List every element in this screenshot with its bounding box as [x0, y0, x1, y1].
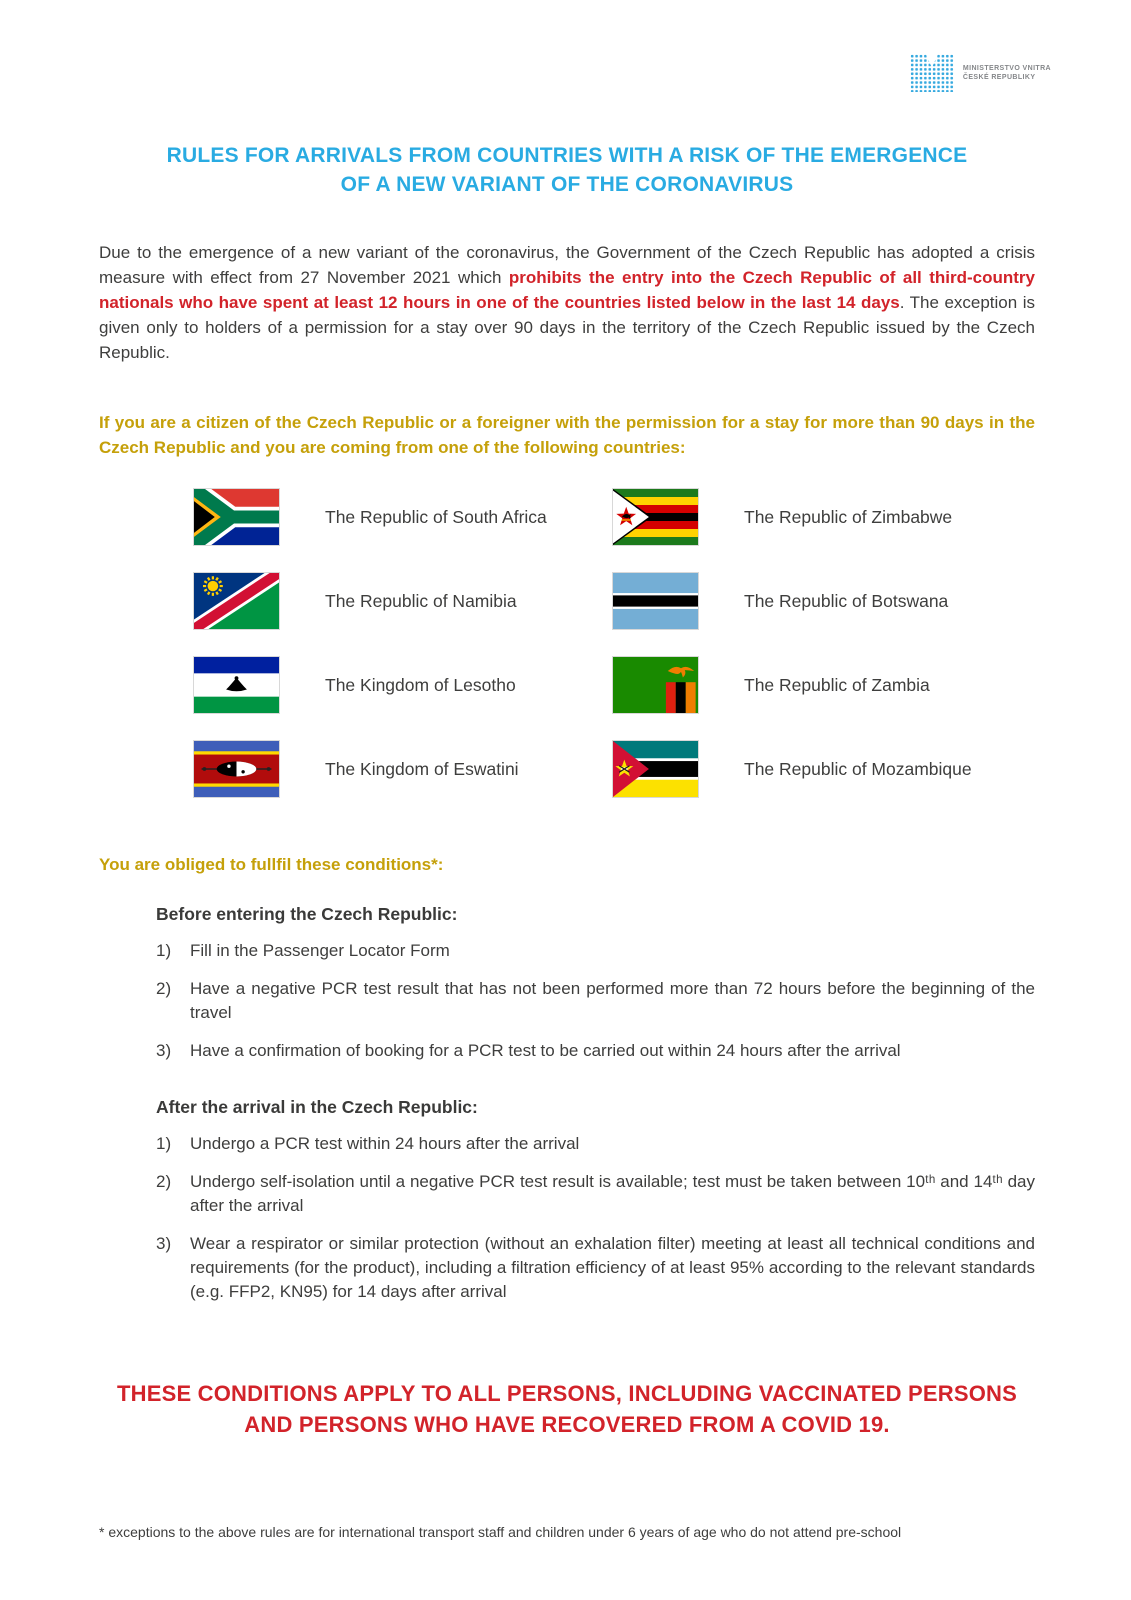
country-name: The Republic of Mozambique	[744, 758, 972, 779]
condition-item	[156, 1039, 1035, 1063]
condition-item-text: Have a negative PCR test result that has not been performed more than 72 hours before the beginning of the travel	[190, 979, 1035, 1022]
ministry-logo-line1: MINISTERSTVO VNITRA	[962, 65, 1051, 72]
intro-text-highlight: prohibits the entry into the Czech Republic of all third-country nationals who have spent at least 12 hours in one of the countries listed below in the last 14 days	[99, 268, 1035, 312]
eswatini-flag	[193, 740, 280, 798]
country-name: The Republic of Zimbabwe	[744, 506, 953, 527]
mozambique-flag	[612, 740, 699, 798]
conditions-heading: You are obliged to fullfil these conditions*:	[99, 855, 444, 874]
condition-item	[156, 1132, 1035, 1156]
zambia-flag	[612, 656, 699, 714]
page-title	[99, 0, 1035, 199]
botswana-flag	[612, 572, 699, 630]
after-list	[156, 1132, 1035, 1304]
condition-item-number: 3)	[156, 1041, 172, 1060]
condition-item-number: 2)	[156, 1172, 172, 1191]
country-name: The Republic of Namibia	[325, 590, 517, 611]
condition-item-text: Have a confirmation of booking for a PCR test to be carried out within 24 hours after the arrival	[190, 1041, 901, 1060]
condition-item-number: 3)	[156, 1234, 172, 1253]
country-name: The Republic of South Africa	[325, 506, 547, 527]
country-row	[612, 656, 1031, 714]
countries-grid	[193, 488, 1035, 798]
condition-item	[156, 1170, 1035, 1218]
page-title-line2: OF A NEW VARIANT OF THE CORONAVIRUS	[340, 173, 794, 196]
before-heading: Before entering the Czech Republic:	[156, 904, 458, 924]
before-section	[156, 904, 1035, 1304]
country-row	[612, 488, 1031, 546]
condition-item-number: 1)	[156, 941, 172, 960]
condition-item-text: Fill in the Passenger Locator Form	[190, 941, 450, 960]
page-title-line1: RULES FOR ARRIVALS FROM COUNTRIES WITH A RISK OF THE EMERGENCE	[166, 144, 968, 167]
condition-item-number: 2)	[156, 979, 172, 998]
country-row	[193, 488, 612, 546]
condition-item	[156, 977, 1035, 1025]
country-name: The Kingdom of Eswatini	[325, 758, 519, 779]
closing-statement	[99, 1378, 1035, 1440]
country-row	[612, 740, 1031, 798]
lesotho-flag	[193, 656, 280, 714]
condition-item-text: Wear a respirator or similar protection (without an exhalation filter) meeting at least all technical conditions and requirements (for the product), including a filtration efficiency of at least 95% according to the relevant standards (e.g. FFP2, KN95) for 14 days after arrival	[190, 1234, 1035, 1301]
intro-paragraph	[99, 240, 1035, 365]
country-name: The Kingdom of Lesotho	[325, 674, 516, 695]
country-row	[612, 572, 1031, 630]
country-row	[193, 572, 612, 630]
country-row	[193, 740, 612, 798]
ministry-logo-icon	[910, 54, 954, 92]
citizens-note: If you are a citizen of the Czech Republic or a foreigner with the permission for a stay for more than 90 days in the Czech Republic and you are coming from one of the following countries:	[99, 413, 1035, 457]
ministry-logo-text	[963, 64, 1051, 82]
condition-item-text: Undergo self-isolation until a negative PCR test result is available; test must be taken between 10ᵗʰ and 14ᵗʰ day after the arrival	[190, 1172, 1035, 1215]
condition-item	[156, 1232, 1035, 1304]
country-name: The Republic of Botswana	[744, 590, 949, 611]
zimbabwe-flag	[612, 488, 699, 546]
condition-item-number: 1)	[156, 1134, 172, 1153]
before-list	[156, 939, 1035, 1063]
footnote: * exceptions to the above rules are for international transport staff and children under 6 years of age who do not attend pre-school	[99, 1524, 902, 1540]
intro-text-post: . The exception is given only to holders of a permission for a stay over 90 days in the territory of the Czech Republic issued by the Czech Republic.	[99, 293, 1035, 362]
condition-item	[156, 939, 1035, 963]
closing-line1: THESE CONDITIONS APPLY TO ALL PERSONS, INCLUDING VACCINATED PERSONS	[116, 1381, 1018, 1406]
intro-text-pre: Due to the emergence of a new variant of the coronavirus, the Government of the Czech Republic has adopted a crisis measure with effect from 27 November 2021 which	[99, 243, 1035, 287]
after-heading: After the arrival in the Czech Republic:	[156, 1097, 478, 1117]
ministry-logo-line2: ČESKÉ REPUBLIKY	[962, 74, 1036, 81]
country-name: The Republic of Zambia	[744, 674, 930, 695]
condition-item-text: Undergo a PCR test within 24 hours after the arrival	[190, 1134, 580, 1153]
country-row	[193, 656, 612, 714]
closing-line2: AND PERSONS WHO HAVE RECOVERED FROM A COVID 19.	[244, 1412, 890, 1437]
namibia-flag	[193, 572, 280, 630]
ministry-logo	[910, 54, 1051, 92]
south-africa-flag	[193, 488, 280, 546]
